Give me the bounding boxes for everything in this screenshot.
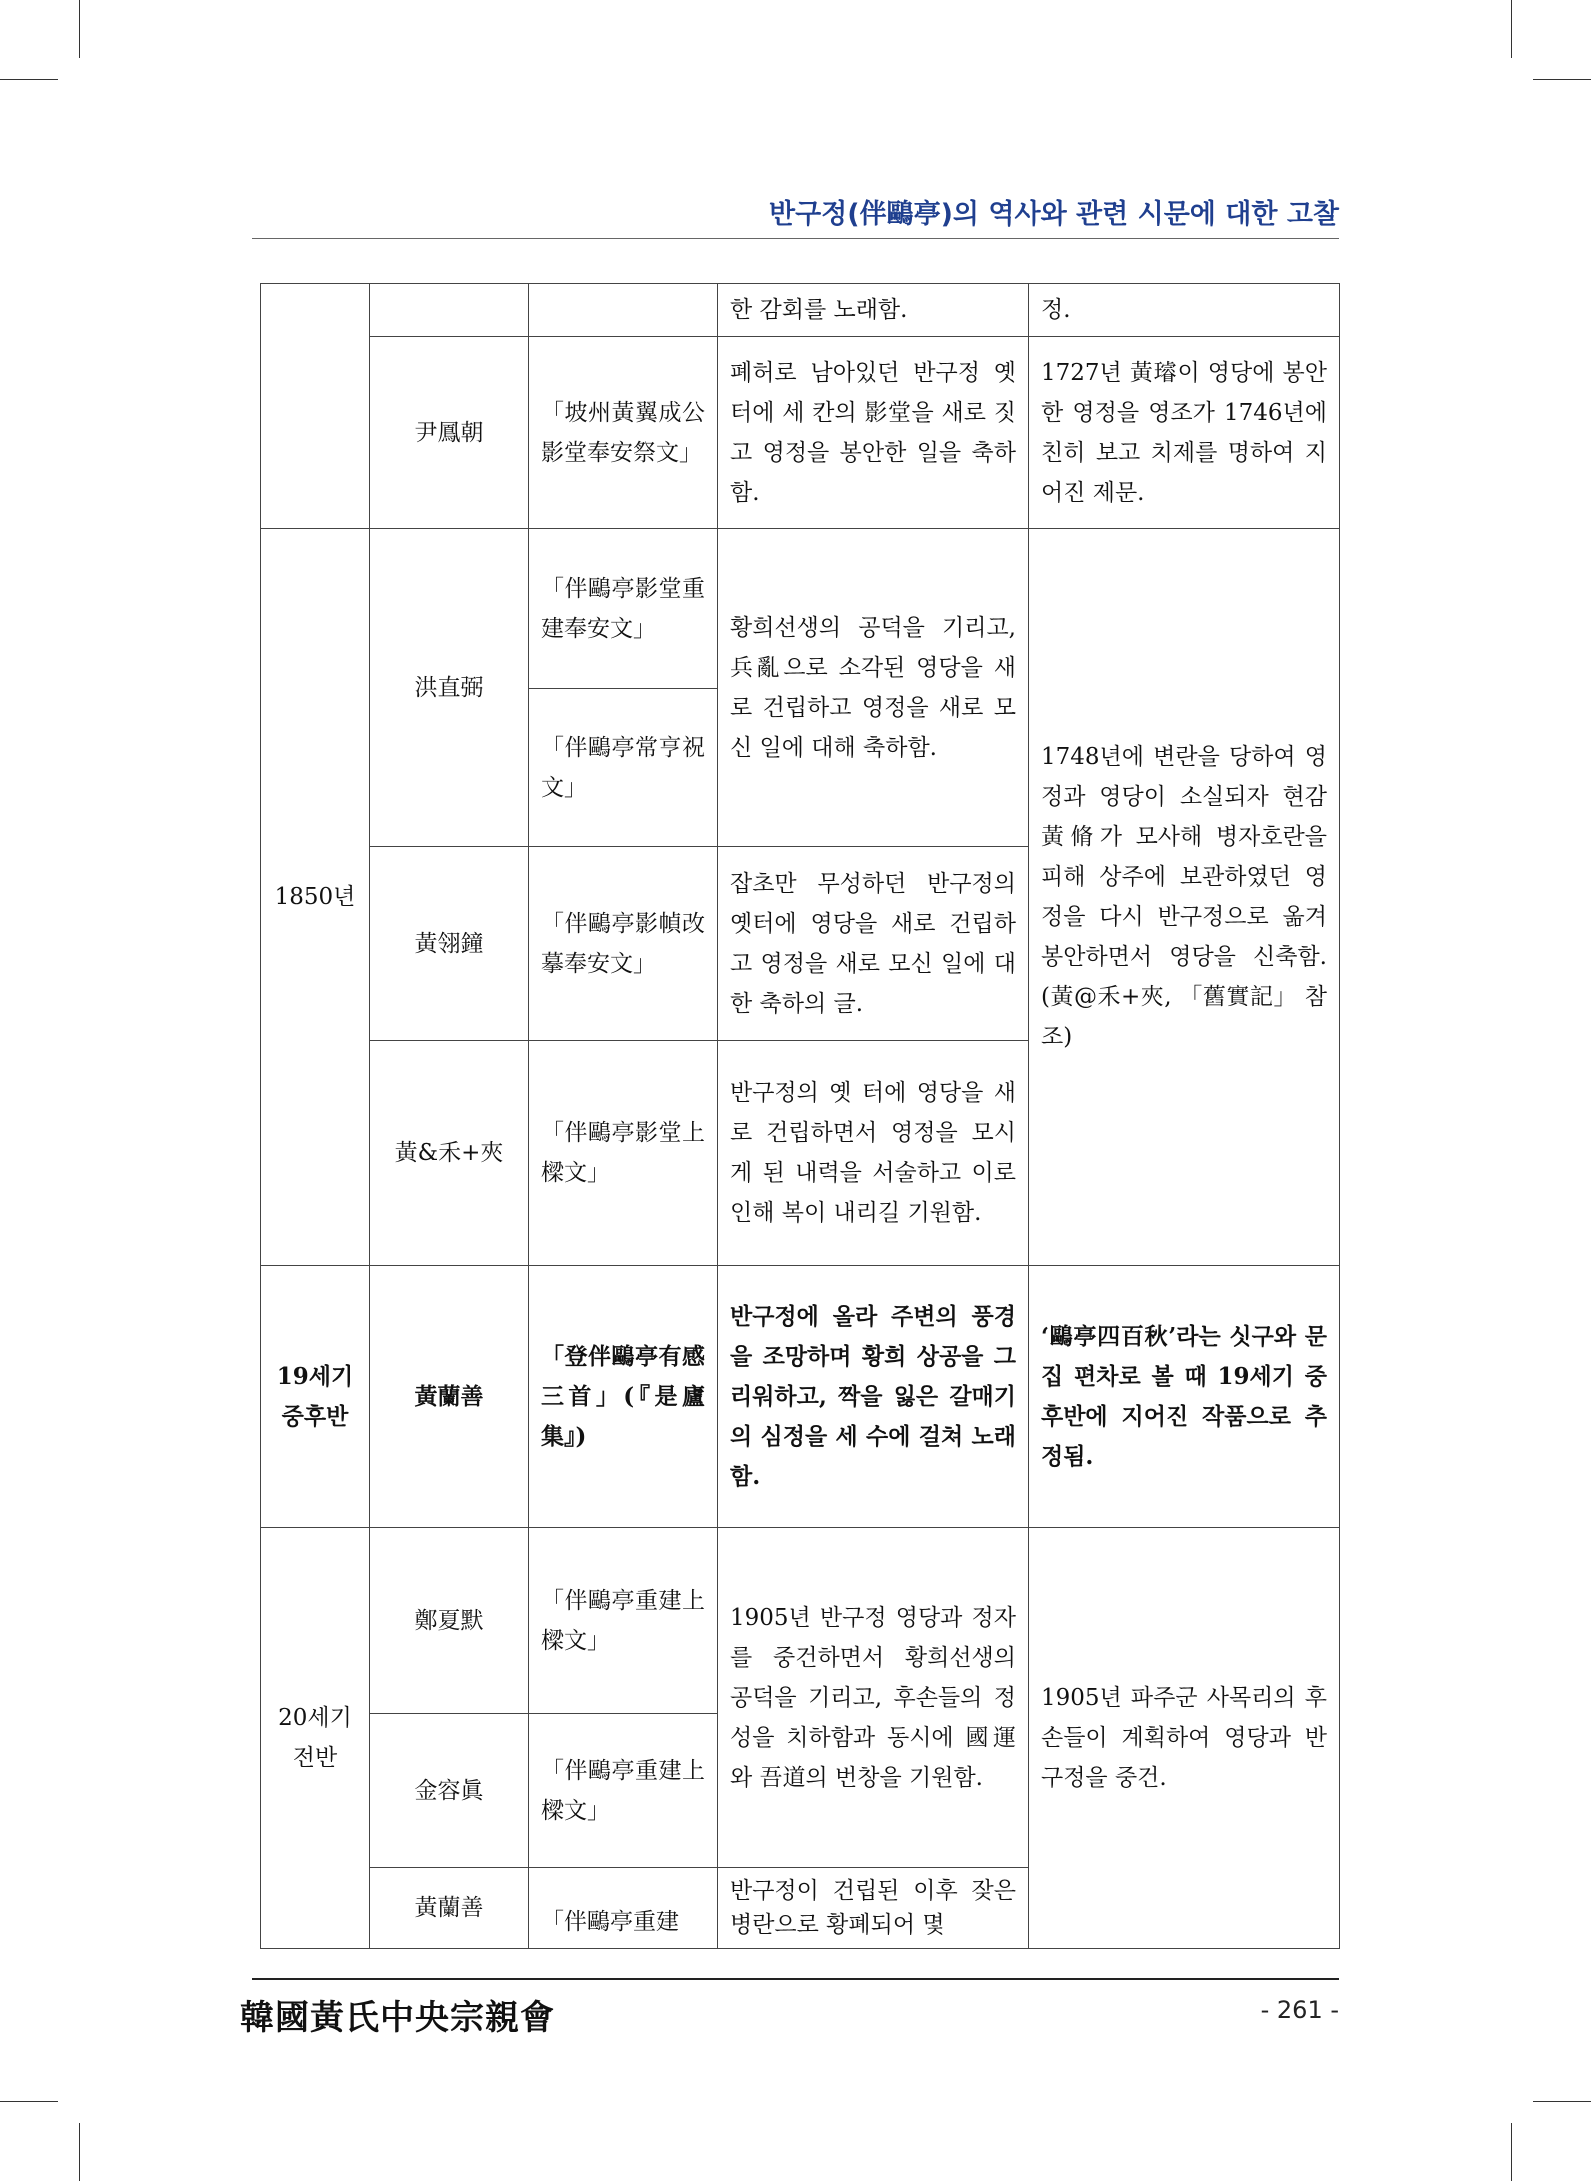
author-cell: 金容眞 — [370, 1714, 529, 1868]
content-cell: 잡초만 무성하던 반구정의 옛터에 영당을 새로 건립하고 영정을 새로 모신 일에 대한 축하의 글. — [718, 847, 1029, 1041]
content-cell: 황희선생의 공덕을 기리고, 兵亂으로 소각된 영당을 새로 건립하고 영정을 새로 모신 일에 대해 축하함. — [718, 529, 1029, 847]
footer-logo: 韓國黃氏中央宗親會 — [240, 1998, 555, 2038]
crop-mark — [1511, 0, 1512, 58]
author-cell: 尹鳳朝 — [370, 337, 529, 529]
content-cell: 한 감회를 노래함. — [718, 284, 1029, 337]
content-cell: 반구정의 옛 터에 영당을 새로 건립하면서 영정을 모시게 된 내력을 서술하고 이로 인해 복이 내리길 기원함. — [718, 1041, 1029, 1266]
crop-mark — [0, 79, 58, 80]
content-cell: 폐허로 남아있던 반구정 옛 터에 세 칸의 影堂을 새로 짓고 영정을 봉안한 일을 축하함. — [718, 337, 1029, 529]
author-cell — [370, 284, 529, 337]
work-cell — [529, 284, 718, 337]
table-row — [261, 529, 1340, 689]
author-cell: 黃&禾+夾 — [370, 1041, 529, 1266]
work-cell: 「伴鷗亭常亨祝文」 — [529, 689, 718, 847]
author-cell: 黃蘭善 — [370, 1868, 529, 1949]
work-cell: 「伴鷗亭影堂上樑文」 — [529, 1041, 718, 1266]
period-cell: 20세기 전반 — [261, 1528, 370, 1949]
footer-rule — [252, 1978, 1339, 1980]
header-rule — [252, 238, 1339, 239]
note-cell: 1905년 파주군 사목리의 후손들이 계획하여 영당과 반구정을 중건. — [1029, 1528, 1340, 1949]
table-row — [261, 1266, 1340, 1528]
content-cell: 1905년 반구정 영당과 정자를 중건하면서 황희선생의 공덕을 기리고, 후손들의 정성을 치하함과 동시에 國運와 吾道의 번창을 기원함. — [718, 1528, 1029, 1868]
note-cell: 1727년 黃璿이 영당에 봉안한 영정을 영조가 1746년에 친히 보고 치제를 명하여 지어진 제문. — [1029, 337, 1340, 529]
period-cell — [261, 284, 370, 529]
works-table — [260, 283, 1340, 1949]
work-cell: 「伴鷗亭重建上樑文」 — [529, 1714, 718, 1868]
author-cell: 鄭夏默 — [370, 1528, 529, 1714]
note-cell: ‘鷗亭四百秋’라는 싯구와 문집 편차로 볼 때 19세기 중후반에 지어진 작품으로 추정됨. — [1029, 1266, 1340, 1528]
note-cell: 정. — [1029, 284, 1340, 337]
author-cell: 洪直弼 — [370, 529, 529, 847]
work-cell: 「伴鷗亭重建 — [529, 1868, 718, 1949]
crop-mark — [79, 0, 80, 58]
table-row — [261, 284, 1340, 337]
work-cell: 「伴鷗亭影幀改摹奉安文」 — [529, 847, 718, 1041]
author-cell: 黃蘭善 — [370, 1266, 529, 1528]
content-cell: 반구정이 건립된 이후 잦은 병란으로 황폐되어 몇 — [718, 1868, 1029, 1949]
crop-mark — [1533, 79, 1591, 80]
note-cell: 1748년에 변란을 당하여 영정과 영당이 소실되자 현감 黃脩가 모사해 병자호란을 피해 상주에 보관하였던 영정을 다시 반구정으로 옮겨 봉안하면서 영당을 신축함.(黃@禾+夾, 「舊實記」 참조) — [1029, 529, 1340, 1266]
page-number: - 261 - — [1260, 1996, 1339, 2024]
running-header: 반구정(伴鷗亭)의 역사와 관련 시문에 대한 고찰 — [769, 199, 1339, 230]
work-cell: 「登伴鷗亭有感三首」(『是廬集』) — [529, 1266, 718, 1528]
table-row — [261, 337, 1340, 529]
author-cell: 黃翎鐘 — [370, 847, 529, 1041]
period-cell: 19세기 중후반 — [261, 1266, 370, 1528]
content-cell: 반구정에 올라 주변의 풍경을 조망하며 황희 상공을 그리워하고, 짝을 잃은 갈매기의 심정을 세 수에 걸쳐 노래함. — [718, 1266, 1029, 1528]
crop-mark — [0, 2101, 58, 2102]
crop-mark — [1533, 2101, 1591, 2102]
crop-mark — [1511, 2123, 1512, 2181]
work-cell: 「坡州黃翼成公影堂奉安祭文」 — [529, 337, 718, 529]
work-cell: 「伴鷗亭重建上樑文」 — [529, 1528, 718, 1714]
period-cell: 1850년 — [261, 529, 370, 1266]
crop-mark — [79, 2123, 80, 2181]
table-row — [261, 1528, 1340, 1714]
work-cell: 「伴鷗亭影堂重建奉安文」 — [529, 529, 718, 689]
